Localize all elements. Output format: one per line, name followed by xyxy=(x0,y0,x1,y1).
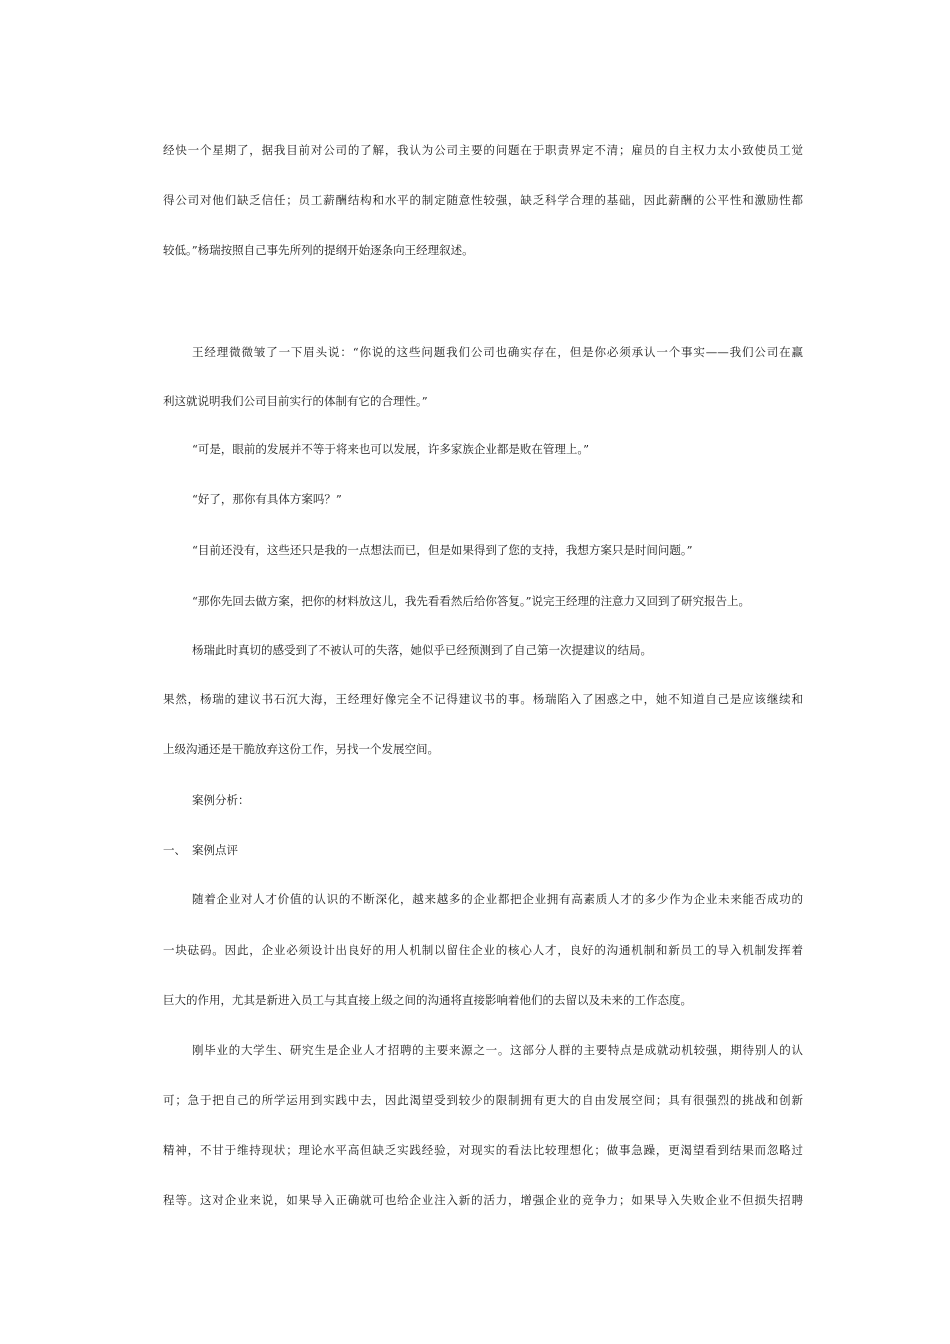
text-line: 果然，杨瑞的建议书石沉大海，王经理好像完全不记得建议书的事。杨瑞陷入了困惑之中，她不知道自己是应该继续和 xyxy=(163,692,803,706)
text-line: “好了，那你有具体方案吗？” xyxy=(192,492,342,506)
text-line: 刚毕业的大学生、研究生是企业人才招聘的主要来源之一。这部分人群的主要特点是成就动机较强，期待别人的认 xyxy=(192,1043,803,1057)
text-line: “可是，眼前的发展并不等于将来也可以发展，许多家族企业都是败在管理上。” xyxy=(192,442,590,456)
text-line: 一块砝码。因此，企业必须设计出良好的用人机制以留住企业的核心人才，良好的沟通机制和新员工的导入机制发挥着 xyxy=(163,943,803,957)
text-line: 较低。”杨瑞按照自己事先所列的提纲开始逐条向王经理叙述。 xyxy=(163,243,474,257)
text-line: 程等。这对企业来说，如果导入正确就可也给企业注入新的活力，增强企业的竞争力；如果导入失败企业不但损失招聘 xyxy=(163,1193,803,1207)
text-line: 经快一个星期了，据我目前对公司的了解，我认为公司主要的问题在于职责界定不清；雇员的自主权力太小致使员工觉 xyxy=(163,143,803,157)
text-line: 可；急于把自己的所学运用到实践中去，因此渴望受到较少的限制拥有更大的自由发展空间；具有很强烈的挑战和创新 xyxy=(163,1093,803,1107)
text-line: “那你先回去做方案，把你的材料放这儿，我先看看然后给你答复。”说完王经理的注意力又回到了研究报告上。 xyxy=(192,594,751,608)
text-line: 随着企业对人才价值的认识的不断深化，越来越多的企业都把企业拥有高素质人才的多少作为企业未来能否成功的 xyxy=(192,892,803,906)
text-line: 上级沟通还是干脆放弃这份工作，另找一个发展空间。 xyxy=(163,742,439,756)
text-line: 杨瑞此时真切的感受到了不被认可的失落，她似乎已经预测到了自己第一次提建议的结局。 xyxy=(192,643,652,657)
text-line: 王经理微微皱了一下眉头说：“你说的这些问题我们公司也确实存在，但是你必须承认一个事实——我们公司在赢 xyxy=(192,345,803,359)
text-line: “目前还没有，这些还只是我的一点想法而已，但是如果得到了您的支持，我想方案只是时间问题。” xyxy=(192,543,693,557)
section-heading xyxy=(163,842,803,858)
text-line: 得公司对他们缺乏信任；员工薪酬结构和水平的制定随意性较强，缺乏科学合理的基础，因此薪酬的公平性和激励性都 xyxy=(163,193,803,207)
section-heading-text: 案例点评 xyxy=(192,843,238,857)
section-label: 案例分析： xyxy=(192,793,250,807)
text-line: 巨大的作用，尤其是新进入员工与其直接上级之间的沟通将直接影响着他们的去留以及未来的工作态度。 xyxy=(163,993,692,1007)
list-marker: 一、 xyxy=(163,843,186,857)
text-line: 精神，不甘于维持现状；理论水平高但缺乏实践经验，对现实的看法比较理想化；做事急躁，更渴望看到结果而忽略过 xyxy=(163,1143,803,1157)
text-line: 利这就说明我们公司目前实行的体制有它的合理性。” xyxy=(163,394,428,408)
